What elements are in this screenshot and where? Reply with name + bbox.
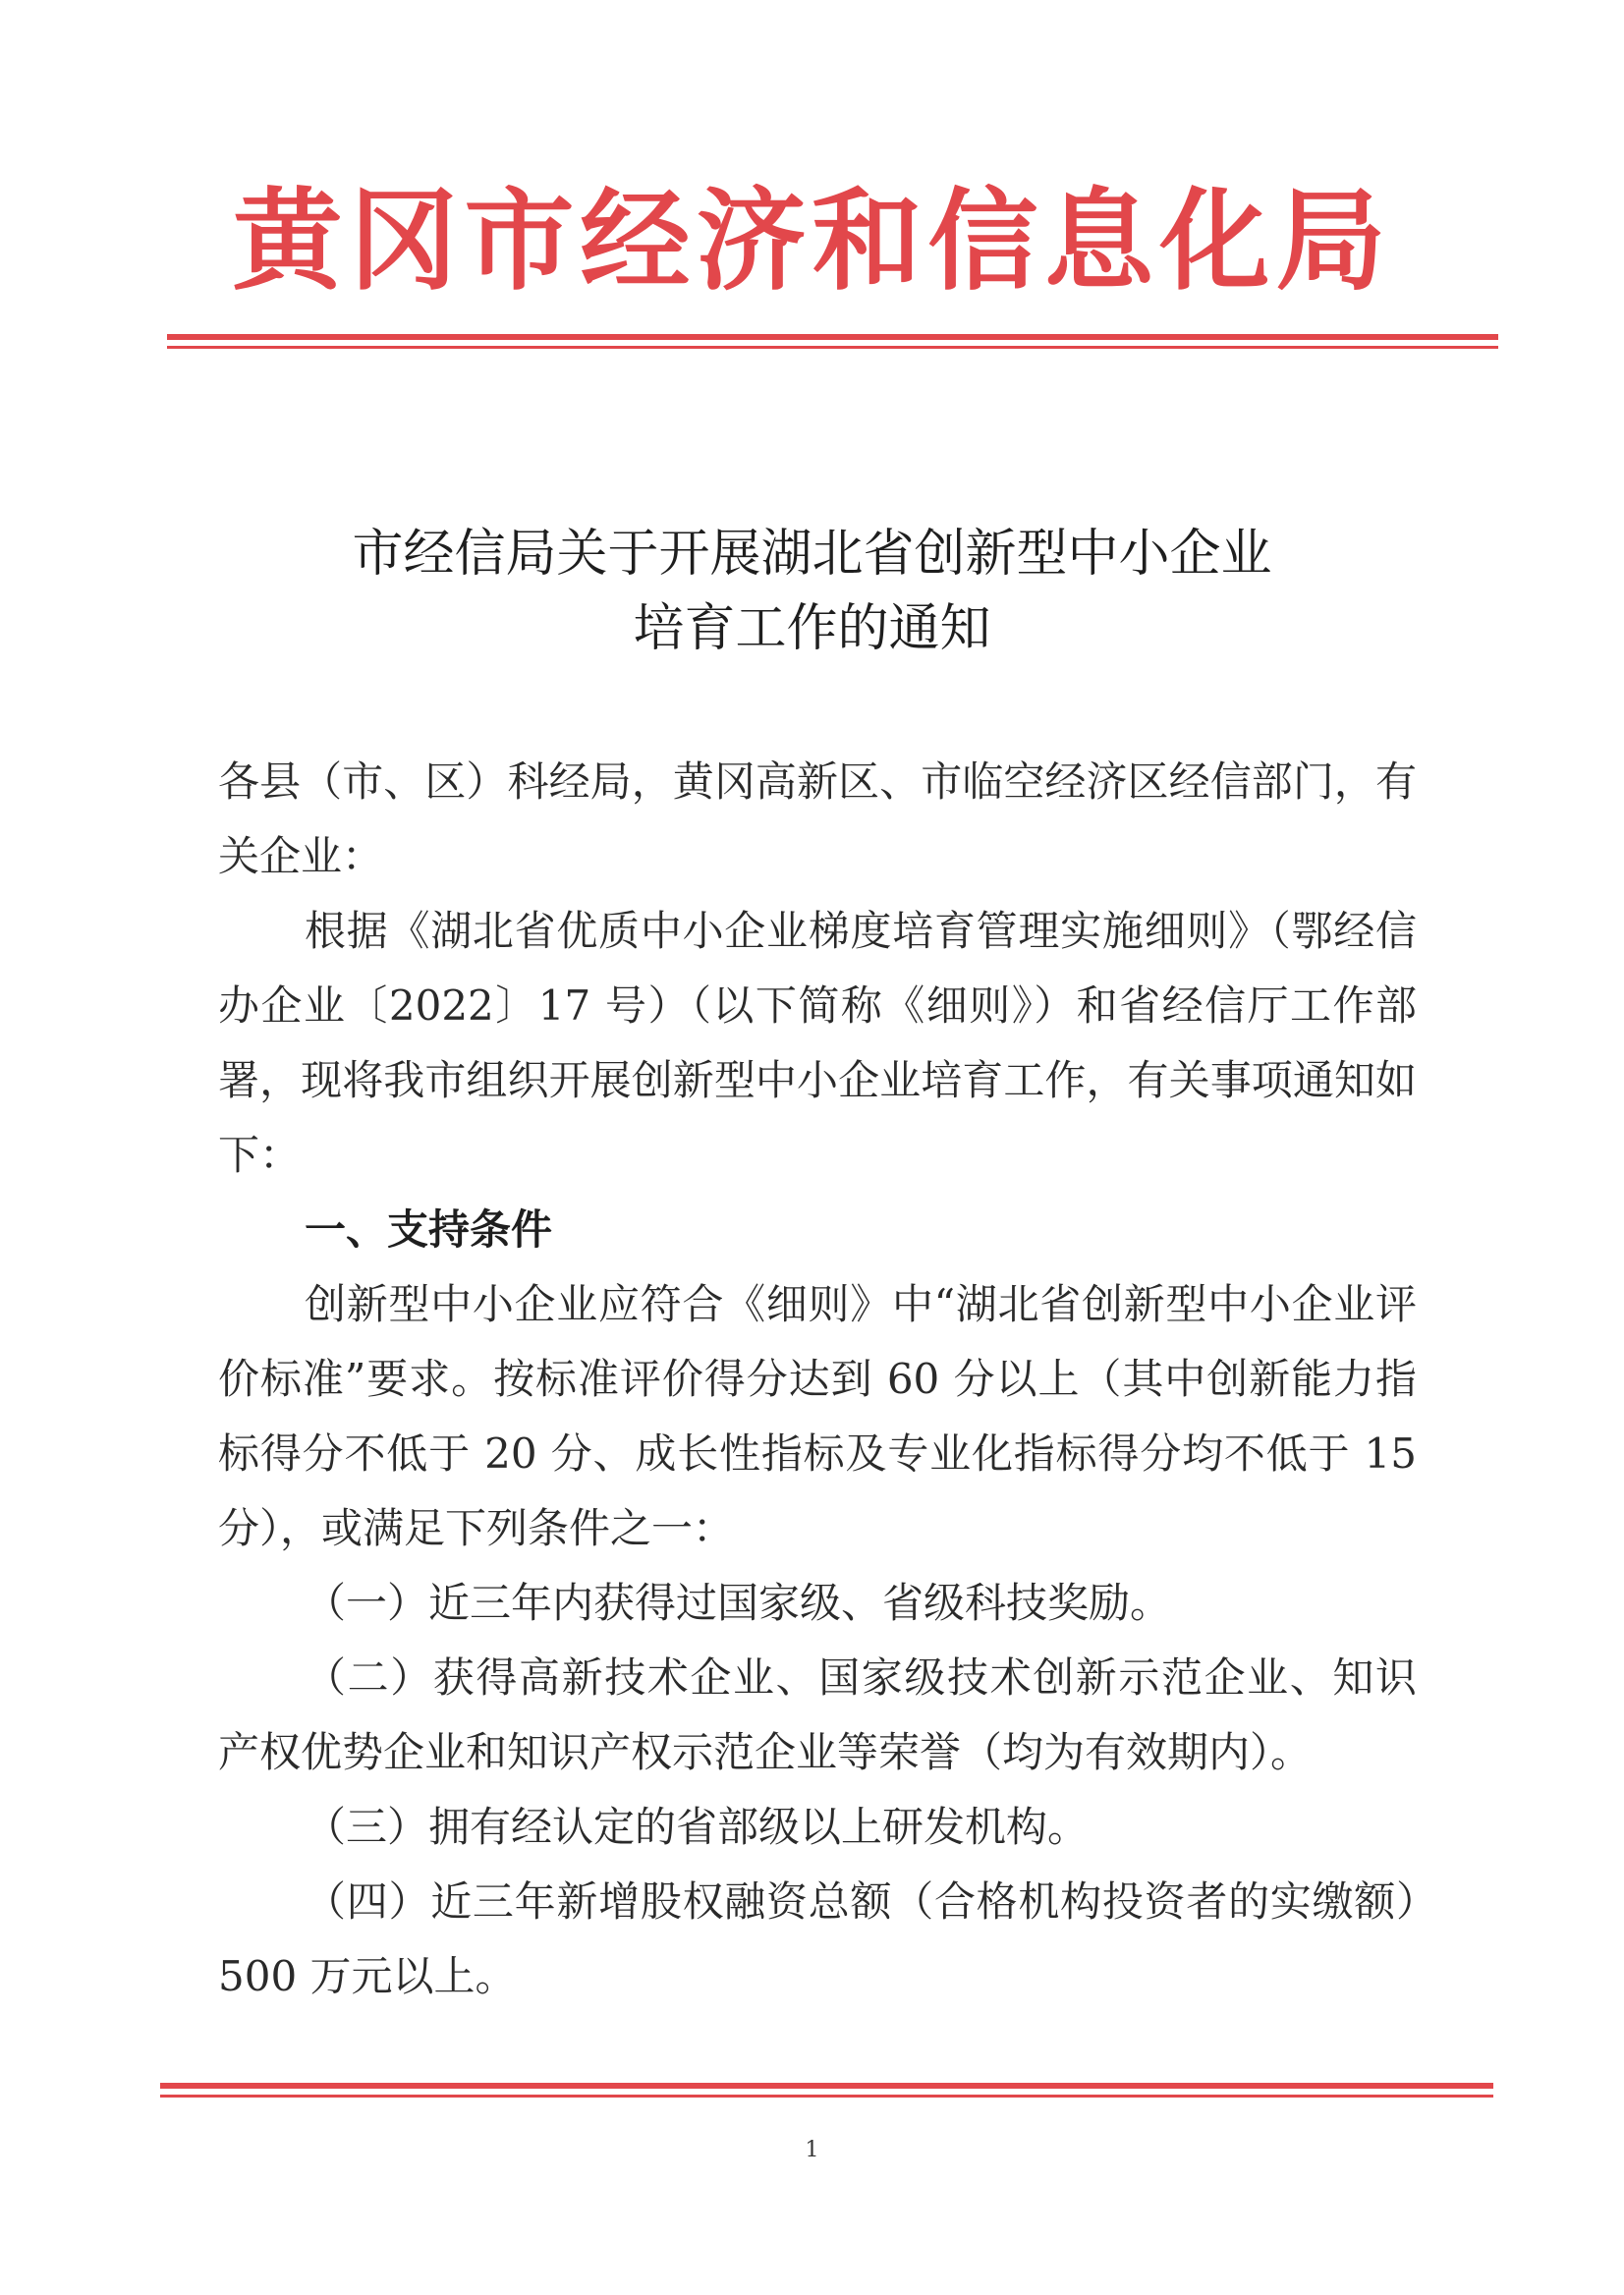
letterhead-title: 黄冈市经济和信息化局 [232,178,1392,306]
condition-item-1: （一）近三年内获得过国家级、省级科技奖励。 [305,1579,1172,1627]
condition-item-3: （三）拥有经认定的省部级以上研发机构。 [305,1803,1090,1851]
basis-paragraph: 根据《湖北省优质中小企业梯度培育管理实施细则》（鄂经信办企业〔2022〕17 号）（以下简称《细则》）和省经信厅工作部署，现将我市组织开展创新型中小企业培育工作，有关事项通知如下： [218,907,1417,1179]
salutation: 各县（市、区）科经局，黄冈高新区、市临空经济区经信部门，有关企业： [218,757,1417,880]
document-title-line1: 市经信局关于开展湖北省创新型中小企业 [352,525,1272,584]
footer-rule-thick [160,2083,1493,2089]
criteria-paragraph: 创新型中小企业应符合《细则》中“湖北省创新型中小企业评价标准”要求。按标准评价得分达到 60 分以上（其中创新能力指标得分不低于 20 分、成长性指标及专业化指标得分均不低于 15 分），或满足下列条件之一： [218,1280,1417,1552]
document-title-line2: 培育工作的通知 [633,599,991,658]
footer-rule-thin [160,2095,1493,2098]
page-number: 1 [805,2138,819,2162]
section-heading-support-conditions: 一、支持条件 [305,1205,553,1254]
letterhead-rule-thick [167,334,1498,340]
condition-item-2: （二）获得高新技术企业、国家级技术创新示范企业、知识产权优势企业和知识产权示范企业等荣誉（均为有效期内）。 [218,1653,1417,1776]
letterhead-rule-thin [167,346,1498,349]
condition-item-4: （四）近三年新增股权融资总额（合格机构投资者的实缴额）500 万元以上。 [218,1877,1417,2000]
